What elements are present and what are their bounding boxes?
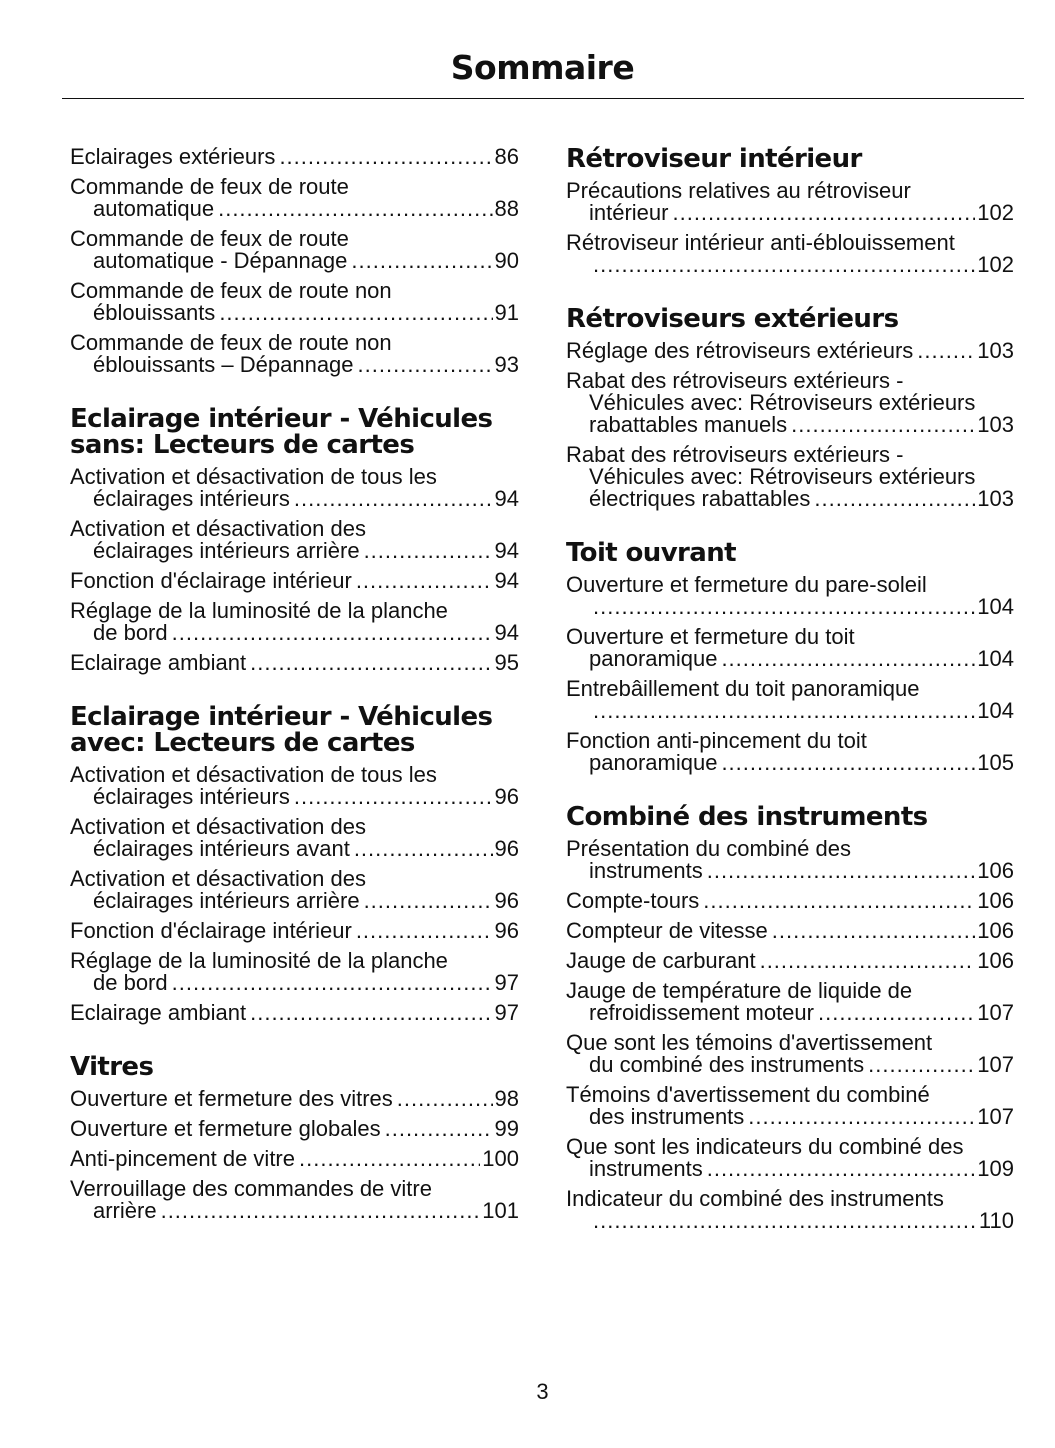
toc-entry-line <box>70 1002 519 1024</box>
toc-entry-label: Fonction anti-pincement du toit <box>566 728 867 753</box>
toc-entry[interactable] <box>70 1002 519 1024</box>
dot-leader <box>161 1200 481 1222</box>
toc-entry[interactable] <box>566 950 1014 972</box>
toc-entry[interactable] <box>566 678 1014 722</box>
dot-leader <box>299 1148 480 1170</box>
toc-page-number: 96 <box>494 836 519 861</box>
toc-entry-label: Activation et désactivation des <box>70 516 366 541</box>
toc-entry-line <box>566 890 1014 912</box>
toc-entry-label: Rétroviseur intérieur anti-éblouissement <box>566 230 955 255</box>
dot-leader <box>917 340 975 362</box>
dot-leader <box>294 488 493 510</box>
dot-leader <box>818 1002 975 1024</box>
dot-leader <box>760 950 976 972</box>
toc-page-number: 104 <box>977 698 1014 723</box>
dot-leader <box>219 302 492 324</box>
toc-page-number: 102 <box>977 200 1014 225</box>
toc-page-number: 110 <box>978 1208 1014 1233</box>
toc-entry-line <box>566 488 1014 510</box>
dot-leader <box>172 622 493 644</box>
dot-leader <box>385 1118 493 1140</box>
toc-page-number: 106 <box>977 858 1014 883</box>
toc-entry-label: Présentation du combiné des <box>566 836 851 861</box>
toc-entry-label: Entrebâillement du toit panoramique <box>566 676 920 701</box>
toc-entry-line <box>566 1054 1014 1076</box>
toc-entry-label: Réglage de la luminosité de la planche <box>70 598 448 623</box>
dot-leader <box>351 250 492 272</box>
toc-page-number: 109 <box>977 1156 1014 1181</box>
toc-entry-label: Indicateur du combiné des instruments <box>566 1186 944 1211</box>
toc-column-right <box>566 146 1014 1240</box>
toc-page-number: 105 <box>977 750 1014 775</box>
toc-entry-label: Compteur de vitesse <box>566 918 768 943</box>
section-heading <box>70 406 519 458</box>
toc-entry-label: de bord <box>93 620 168 645</box>
toc-page-number: 96 <box>494 918 519 943</box>
toc-entry[interactable] <box>566 980 1014 1024</box>
toc-entry-label: Fonction d'éclairage intérieur <box>70 918 352 943</box>
toc-entry-line <box>566 752 1014 774</box>
toc-entry[interactable] <box>566 626 1014 670</box>
dot-leader <box>748 1106 975 1128</box>
toc-page-number: 101 <box>482 1198 519 1223</box>
toc-entry-line <box>566 648 1014 670</box>
toc-entry-line <box>70 1200 519 1222</box>
toc-page-number: 97 <box>494 1000 519 1025</box>
dot-leader <box>294 786 493 808</box>
dot-leader <box>172 972 493 994</box>
toc-page-number: 91 <box>494 300 519 325</box>
toc-entry-label: rabattables manuels <box>589 412 788 437</box>
toc-entry-label: Commande de feux de route <box>70 174 349 199</box>
toc-section <box>70 704 519 1024</box>
toc-entry-label: Précautions relatives au rétroviseur <box>566 178 911 203</box>
toc-entry-label: automatique <box>93 196 215 221</box>
dot-leader <box>358 354 493 376</box>
toc-entry-line <box>70 540 519 562</box>
dot-leader <box>868 1054 975 1076</box>
dot-leader <box>356 570 493 592</box>
toc-page-number: 106 <box>977 948 1014 973</box>
toc-page-number: 103 <box>977 486 1014 511</box>
toc-entry[interactable] <box>70 920 519 942</box>
toc-page-number: 107 <box>977 1000 1014 1025</box>
toc-entry-label: du combiné des instruments <box>589 1052 865 1077</box>
toc-page-number: 98 <box>494 1086 519 1111</box>
toc-entry-label: instruments <box>589 1156 703 1181</box>
toc-page-number: 104 <box>977 594 1014 619</box>
toc-entry-label: instruments <box>589 858 703 883</box>
dot-leader <box>593 254 975 276</box>
toc-page-number: 88 <box>494 196 519 221</box>
toc-page-number: 86 <box>494 144 519 169</box>
toc-entry[interactable] <box>70 466 519 510</box>
toc-entry-line <box>566 202 1014 224</box>
section-heading-line: avec: Lecteurs de cartes <box>70 728 415 758</box>
toc-entry-line <box>70 838 519 860</box>
dot-leader <box>791 414 975 436</box>
toc-entry-label: automatique - Dépannage <box>93 248 348 273</box>
toc-entry-line <box>566 1210 1014 1232</box>
toc-entry[interactable] <box>566 1032 1014 1076</box>
toc-entry-label: Réglage des rétroviseurs extérieurs <box>566 338 914 363</box>
toc-entry-label: éclairages intérieurs <box>93 784 290 809</box>
section-heading-line: Eclairage intérieur - Véhicules <box>70 702 493 732</box>
section-heading <box>566 306 1014 332</box>
toc-entry[interactable] <box>70 1118 519 1140</box>
toc-page-number: 107 <box>977 1052 1014 1077</box>
toc-entry[interactable] <box>70 816 519 860</box>
toc-entry[interactable] <box>70 868 519 912</box>
toc-entry-line <box>70 488 519 510</box>
title-divider <box>62 98 1024 99</box>
toc-entry-label: Rabat des rétroviseurs extérieurs - <box>566 368 904 393</box>
toc-entry[interactable] <box>70 600 519 644</box>
toc-group <box>70 146 519 376</box>
section-heading <box>566 540 1014 566</box>
toc-entry-label: Eclairages extérieurs <box>70 144 276 169</box>
toc-entry-label: Ouverture et fermeture globales <box>70 1116 381 1141</box>
toc-entry-label: Commande de feux de route <box>70 226 349 251</box>
toc-entry-line <box>70 786 519 808</box>
section-heading <box>70 704 519 756</box>
toc-entry-line <box>70 146 519 168</box>
toc-entry-line <box>70 570 519 592</box>
toc-entry-line <box>70 972 519 994</box>
toc-section <box>70 406 519 674</box>
toc-entry-label: éclairages intérieurs <box>93 486 290 511</box>
section-heading-line: Toit ouvrant <box>566 538 736 568</box>
toc-entry-line <box>70 890 519 912</box>
toc-entry-line <box>566 596 1014 618</box>
dot-leader <box>250 1002 492 1024</box>
toc-entry-label: Fonction d'éclairage intérieur <box>70 568 352 593</box>
toc-section <box>566 146 1014 276</box>
dot-leader <box>354 838 493 860</box>
toc-entry-line <box>566 950 1014 972</box>
toc-entry-label: éblouissants – Dépannage <box>93 352 354 377</box>
toc-page-number: 104 <box>977 646 1014 671</box>
toc-page-number: 93 <box>494 352 519 377</box>
toc-section <box>70 1054 519 1222</box>
toc-entry-label: Anti-pincement de vitre <box>70 1146 295 1171</box>
toc-entry[interactable] <box>566 574 1014 618</box>
section-heading <box>70 1054 519 1080</box>
toc-entry-label: éclairages intérieurs arrière <box>93 538 360 563</box>
toc-entry-line <box>70 1118 519 1140</box>
section-heading-line: sans: Lecteurs de cartes <box>70 430 415 460</box>
toc-entry-label: panoramique <box>589 646 718 671</box>
toc-entry-label: Réglage de la luminosité de la planche <box>70 948 448 973</box>
toc-entry[interactable] <box>566 1084 1014 1128</box>
toc-entry-label: Jauge de carburant <box>566 948 756 973</box>
toc-entry[interactable] <box>70 1088 519 1110</box>
toc-entry-line <box>70 920 519 942</box>
toc-entry-line <box>566 1158 1014 1180</box>
dot-leader <box>356 920 493 942</box>
toc-entry-line <box>566 1002 1014 1024</box>
toc-entry[interactable] <box>70 146 519 168</box>
section-heading-line: Rétroviseurs extérieurs <box>566 304 899 334</box>
dot-leader <box>721 648 975 670</box>
toc-page-number: 106 <box>977 918 1014 943</box>
toc-entry[interactable] <box>70 652 519 674</box>
toc-entry-label: Ouverture et fermeture du pare-soleil <box>566 572 927 597</box>
toc-page-number: 96 <box>494 784 519 809</box>
dot-leader <box>397 1088 493 1110</box>
toc-entry[interactable] <box>566 730 1014 774</box>
toc-entry[interactable] <box>566 890 1014 912</box>
toc-entry-label: Rabat des rétroviseurs extérieurs - <box>566 442 904 467</box>
toc-entry-label: Ouverture et fermeture des vitres <box>70 1086 393 1111</box>
toc-entry-line <box>70 354 519 376</box>
toc-entry-line <box>70 1088 519 1110</box>
section-heading-line: Eclairage intérieur - Véhicules <box>70 404 493 434</box>
toc-page-number: 102 <box>977 252 1014 277</box>
toc-page-number: 90 <box>494 248 519 273</box>
toc-entry[interactable] <box>566 1188 1014 1232</box>
toc-entry[interactable] <box>70 764 519 808</box>
dot-leader <box>721 752 975 774</box>
toc-entry-line <box>70 652 519 674</box>
toc-entry[interactable] <box>566 232 1014 276</box>
dot-leader <box>593 1210 977 1232</box>
toc-entry-label: Témoins d'avertissement du combiné <box>566 1082 930 1107</box>
section-heading <box>566 804 1014 830</box>
toc-entry-label: électriques rabattables <box>589 486 811 511</box>
toc-entry[interactable] <box>566 1136 1014 1180</box>
toc-entry-label: refroidissement moteur <box>589 1000 814 1025</box>
toc-entry-label: éclairages intérieurs avant <box>93 836 350 861</box>
toc-entry-label: Verrouillage des commandes de vitre <box>70 1176 432 1201</box>
toc-entry[interactable] <box>70 518 519 562</box>
toc-entry-line <box>566 254 1014 276</box>
toc-page-number: 99 <box>494 1116 519 1141</box>
section-heading <box>566 146 1014 172</box>
toc-entry-label: Jauge de température de liquide de <box>566 978 913 1003</box>
toc-page-number: 95 <box>494 650 519 675</box>
toc-entry-label: Commande de feux de route non <box>70 330 392 355</box>
toc-entry-label: Ouverture et fermeture du toit <box>566 624 855 649</box>
toc-entry[interactable] <box>566 444 1014 510</box>
toc-page-number: 103 <box>977 412 1014 437</box>
toc-entry-line <box>566 860 1014 882</box>
toc-entry-label: éblouissants <box>93 300 216 325</box>
toc-entry-label: éclairages intérieurs arrière <box>93 888 360 913</box>
toc-entry[interactable] <box>70 280 519 324</box>
section-heading-line: Vitres <box>70 1052 154 1082</box>
toc-entry-line <box>70 302 519 324</box>
toc-entry-line <box>70 250 519 272</box>
toc-entry-label: Activation et désactivation de tous les <box>70 464 437 489</box>
toc-page-number: 103 <box>977 338 1014 363</box>
toc-entry[interactable] <box>70 1178 519 1222</box>
dot-leader <box>707 860 976 882</box>
toc-section <box>566 804 1014 1232</box>
toc-page-number: 97 <box>494 970 519 995</box>
toc-entry-label: Eclairage ambiant <box>70 1000 247 1025</box>
toc-entry-line <box>70 622 519 644</box>
dot-leader <box>364 540 493 562</box>
toc-entry-label: Activation et désactivation des <box>70 814 366 839</box>
dot-leader <box>707 1158 976 1180</box>
dot-leader <box>593 596 975 618</box>
toc-entry-line <box>566 700 1014 722</box>
dot-leader <box>672 202 975 224</box>
toc-page-number: 96 <box>494 888 519 913</box>
dot-leader <box>250 652 492 674</box>
toc-entry[interactable] <box>70 1148 519 1170</box>
toc-entry-line <box>70 198 519 220</box>
dot-leader <box>772 920 976 942</box>
dot-leader <box>703 890 975 912</box>
page-title: Sommaire <box>450 48 635 87</box>
toc-entry-line <box>566 340 1014 362</box>
toc-entry[interactable] <box>566 920 1014 942</box>
toc-entry[interactable] <box>566 180 1014 224</box>
toc-entry-label: Que sont les indicateurs du combiné des <box>566 1134 964 1159</box>
toc-entry-label: Activation et désactivation de tous les <box>70 762 437 787</box>
toc-page-number: 94 <box>494 568 519 593</box>
toc-entry[interactable] <box>566 340 1014 362</box>
toc-entry[interactable] <box>70 332 519 376</box>
toc-entry-label: de bord <box>93 970 168 995</box>
toc-entry-line <box>566 920 1014 942</box>
toc-entry[interactable] <box>70 570 519 592</box>
toc-page-number: 106 <box>977 888 1014 913</box>
toc-entry-label: Eclairage ambiant <box>70 650 247 675</box>
toc-entry-label: arrière <box>93 1198 157 1223</box>
toc-entry-label: Véhicules avec: Rétroviseurs extérieurs <box>589 464 976 489</box>
toc-entry[interactable] <box>70 176 519 220</box>
toc-entry[interactable] <box>70 950 519 994</box>
toc-entry[interactable] <box>566 370 1014 436</box>
toc-page-number: 94 <box>494 486 519 511</box>
section-heading-line: Rétroviseur intérieur <box>566 144 862 174</box>
toc-page-number: 94 <box>494 538 519 563</box>
toc-entry-line <box>70 1148 519 1170</box>
toc-entry-label: Compte-tours <box>566 888 700 913</box>
toc-page-number: 94 <box>494 620 519 645</box>
toc-entry-label: Activation et désactivation des <box>70 866 366 891</box>
toc-column-left <box>70 146 519 1230</box>
page-number: 3 <box>536 1379 549 1404</box>
toc-entry[interactable] <box>566 838 1014 882</box>
dot-leader <box>279 146 492 168</box>
toc-entry-line <box>566 414 1014 436</box>
dot-leader <box>218 198 492 220</box>
dot-leader <box>364 890 493 912</box>
toc-entry-label: intérieur <box>589 200 669 225</box>
toc-entry-label: panoramique <box>589 750 718 775</box>
section-heading-line: Combiné des instruments <box>566 802 928 832</box>
toc-entry-label: Commande de feux de route non <box>70 278 392 303</box>
toc-entry-label: des instruments <box>589 1104 745 1129</box>
toc-entry-line <box>566 1106 1014 1128</box>
dot-leader <box>814 488 975 510</box>
toc-page-number: 107 <box>977 1104 1014 1129</box>
toc-entry-label: Véhicules avec: Rétroviseurs extérieurs <box>589 390 976 415</box>
dot-leader <box>593 700 975 722</box>
toc-section <box>566 540 1014 774</box>
toc-entry-label: Que sont les témoins d'avertissement <box>566 1030 933 1055</box>
toc-page-number: 100 <box>482 1146 519 1171</box>
toc-section <box>566 306 1014 510</box>
toc-entry[interactable] <box>70 228 519 272</box>
